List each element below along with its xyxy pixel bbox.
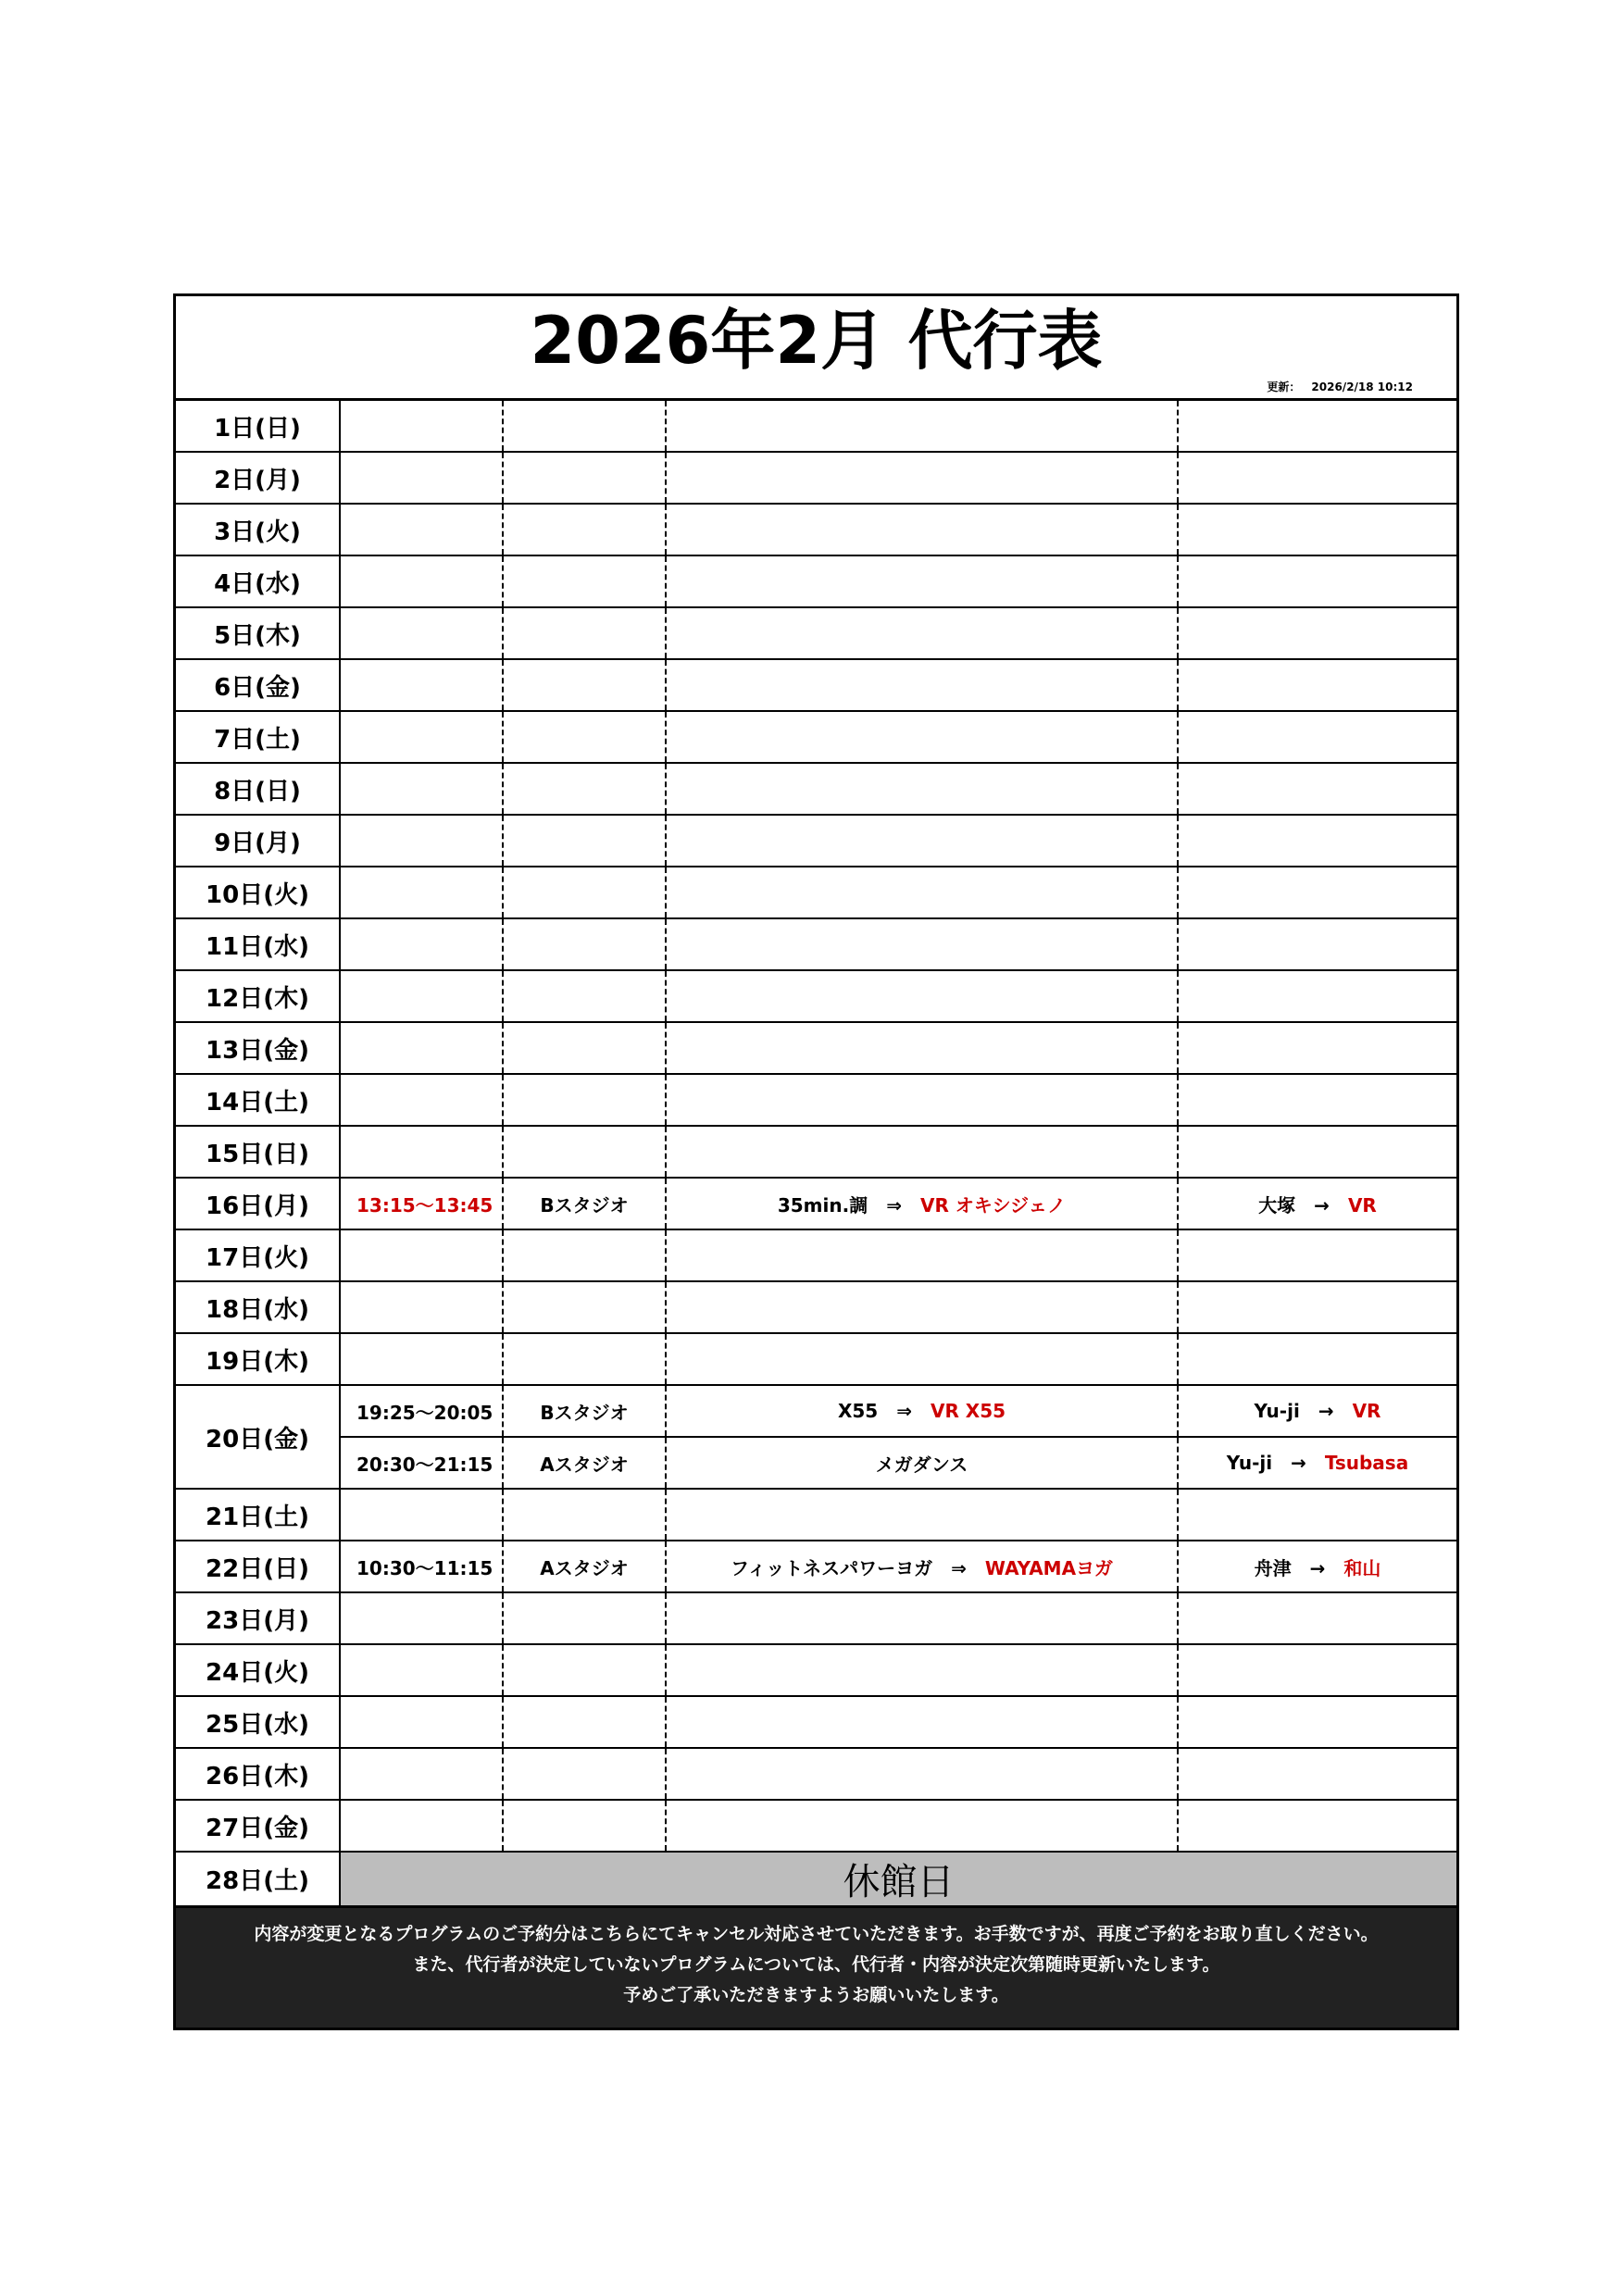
date-cell: 14日(土) <box>176 1074 340 1126</box>
instructor-cell <box>1178 1333 1456 1385</box>
studio-cell <box>503 1489 666 1541</box>
time-cell <box>340 1022 503 1074</box>
studio-cell <box>503 659 666 711</box>
program-cell <box>666 711 1178 763</box>
table-row <box>176 1489 1456 1541</box>
program-cell <box>666 1644 1178 1696</box>
instructor-cell <box>1178 1126 1456 1178</box>
studio-cell <box>503 918 666 970</box>
time-cell <box>340 867 503 918</box>
table-body <box>176 401 1456 1905</box>
updated-stamp <box>1267 379 1413 394</box>
table-row <box>176 1437 1456 1489</box>
time-cell <box>340 1126 503 1178</box>
instructor-to: 和山 <box>1343 1556 1381 1579</box>
date-cell: 27日(金) <box>176 1800 340 1852</box>
date-cell: 3日(火) <box>176 504 340 555</box>
program-from: X55 <box>837 1400 879 1422</box>
studio-cell <box>503 1126 666 1178</box>
instructor-cell <box>1178 1074 1456 1126</box>
updated-label: 更新： <box>1267 381 1301 393</box>
table-row <box>176 1178 1456 1229</box>
time-cell <box>340 1333 503 1385</box>
time-cell <box>340 555 503 607</box>
date-cell: 9日(月) <box>176 815 340 867</box>
studio-cell: Aスタジオ <box>503 1541 666 1592</box>
time-cell <box>340 1074 503 1126</box>
table-row <box>176 607 1456 659</box>
table-row <box>176 1333 1456 1385</box>
studio-cell <box>503 1229 666 1281</box>
studio-cell <box>503 1696 666 1748</box>
date-cell: 2日(月) <box>176 452 340 504</box>
time-cell <box>340 763 503 815</box>
instructor-cell <box>1178 452 1456 504</box>
studio-cell <box>503 607 666 659</box>
instructor-to: VR <box>1347 1193 1377 1217</box>
time-cell <box>340 607 503 659</box>
date-cell: 17日(火) <box>176 1229 340 1281</box>
table-row <box>176 1748 1456 1800</box>
instructor-cell <box>1178 918 1456 970</box>
date-cell: 13日(金) <box>176 1022 340 1074</box>
program-cell <box>666 1178 1178 1229</box>
program-cell <box>666 1281 1178 1333</box>
time-cell: 19:25～20:05 <box>340 1385 503 1437</box>
substitute-table <box>176 401 1456 1905</box>
studio-cell: Bスタジオ <box>503 1178 666 1229</box>
date-cell: 19日(木) <box>176 1333 340 1385</box>
program-from: フィットネスパワーヨガ <box>730 1556 933 1579</box>
table-row <box>176 1022 1456 1074</box>
table-row <box>176 504 1456 555</box>
instructor-cell <box>1178 867 1456 918</box>
updated-value: 2026/2/18 10:12 <box>1311 381 1413 393</box>
instructor-cell <box>1178 555 1456 607</box>
table-row <box>176 711 1456 763</box>
program-cell <box>666 1592 1178 1644</box>
program-cell <box>666 1333 1178 1385</box>
table-row <box>176 918 1456 970</box>
date-cell: 22日(日) <box>176 1541 340 1592</box>
program-cell <box>666 401 1178 452</box>
program-cell <box>666 1229 1178 1281</box>
table-row <box>176 1229 1456 1281</box>
instructor-cell <box>1178 504 1456 555</box>
date-cell: 12日(木) <box>176 970 340 1022</box>
time-cell <box>340 970 503 1022</box>
studio-cell <box>503 1748 666 1800</box>
program-cell: メガダンス <box>666 1437 1178 1489</box>
notice-line: 予めご了承いただきますようお願いいたします。 <box>623 1985 1009 2005</box>
date-cell: 5日(木) <box>176 607 340 659</box>
program-cell <box>666 970 1178 1022</box>
studio-cell <box>503 711 666 763</box>
instructor-cell <box>1178 1800 1456 1852</box>
program-cell <box>666 1022 1178 1074</box>
arrow-icon: → <box>1309 1556 1326 1579</box>
program-cell <box>666 607 1178 659</box>
studio-cell <box>503 867 666 918</box>
table-row <box>176 1644 1456 1696</box>
program-cell <box>666 1800 1178 1852</box>
program-cell <box>666 452 1178 504</box>
instructor-cell <box>1178 1748 1456 1800</box>
program-cell <box>666 1489 1178 1541</box>
program-to: WAYAMAヨガ <box>984 1556 1114 1579</box>
studio-cell <box>503 1592 666 1644</box>
date-cell: 16日(月) <box>176 1178 340 1229</box>
program-cell <box>666 659 1178 711</box>
program-cell <box>666 504 1178 555</box>
studio-cell: Aスタジオ <box>503 1437 666 1489</box>
time-cell <box>340 401 503 452</box>
time-cell <box>340 504 503 555</box>
time-cell <box>340 1696 503 1748</box>
time-cell <box>340 918 503 970</box>
date-cell: 11日(水) <box>176 918 340 970</box>
date-cell: 20日(金) <box>176 1385 340 1489</box>
studio-cell <box>503 970 666 1022</box>
time-cell: 10:30～11:15 <box>340 1541 503 1592</box>
date-cell: 7日(土) <box>176 711 340 763</box>
instructor-to: VR <box>1352 1400 1381 1422</box>
time-cell <box>340 711 503 763</box>
date-cell: 4日(水) <box>176 555 340 607</box>
time-cell <box>340 659 503 711</box>
studio-cell: Bスタジオ <box>503 1385 666 1437</box>
time-cell <box>340 1229 503 1281</box>
instructor-cell <box>1178 1696 1456 1748</box>
date-cell: 28日(土) <box>176 1852 340 1905</box>
date-cell: 24日(火) <box>176 1644 340 1696</box>
date-cell: 18日(水) <box>176 1281 340 1333</box>
arrow-icon: ⇒ <box>886 1193 902 1217</box>
date-cell: 26日(木) <box>176 1748 340 1800</box>
arrow-icon: → <box>1291 1452 1306 1474</box>
page-title: 2026年2月 代行表 <box>530 303 1103 379</box>
instructor-cell <box>1178 1489 1456 1541</box>
program-cell <box>666 1748 1178 1800</box>
table-row <box>176 1592 1456 1644</box>
time-cell <box>340 1592 503 1644</box>
date-cell: 1日(日) <box>176 401 340 452</box>
program-cell <box>666 1696 1178 1748</box>
instructor-from: Yu-ji <box>1226 1452 1273 1474</box>
studio-cell <box>503 1074 666 1126</box>
program-cell <box>666 763 1178 815</box>
table-row <box>176 970 1456 1022</box>
instructor-cell <box>1178 815 1456 867</box>
table-row <box>176 452 1456 504</box>
date-cell: 6日(金) <box>176 659 340 711</box>
studio-cell <box>503 763 666 815</box>
program-cell <box>666 1541 1178 1592</box>
instructor-cell <box>1178 1644 1456 1696</box>
instructor-cell <box>1178 1541 1456 1592</box>
schedule-sheet <box>173 293 1459 2030</box>
program-cell <box>666 918 1178 970</box>
table-row <box>176 1385 1456 1437</box>
closed-cell: 休館日 <box>340 1852 1456 1905</box>
program-to: VR オキシジェノ <box>919 1193 1067 1217</box>
program-to: VR X55 <box>930 1400 1006 1422</box>
instructor-cell <box>1178 1022 1456 1074</box>
arrow-icon: ⇒ <box>896 1400 912 1422</box>
time-cell <box>340 1644 503 1696</box>
program-cell <box>666 1385 1178 1437</box>
time-cell <box>340 815 503 867</box>
table-row <box>176 555 1456 607</box>
program-cell <box>666 1074 1178 1126</box>
time-cell <box>340 452 503 504</box>
instructor-cell <box>1178 1592 1456 1644</box>
instructor-cell <box>1178 763 1456 815</box>
notice-line: また、代行者が決定していないプログラムについては、代行者・内容が決定次第随時更新いたします。 <box>412 1954 1220 1975</box>
studio-cell <box>503 1800 666 1852</box>
instructor-cell <box>1178 1385 1456 1437</box>
instructor-cell <box>1178 401 1456 452</box>
notice-box <box>176 1905 1456 2028</box>
studio-cell <box>503 1281 666 1333</box>
table-row <box>176 1281 1456 1333</box>
table-row <box>176 1126 1456 1178</box>
table-row <box>176 1800 1456 1852</box>
time-cell <box>340 1800 503 1852</box>
instructor-from: 大塚 <box>1258 1193 1296 1217</box>
program-from: 35min.調 <box>777 1193 868 1217</box>
studio-cell <box>503 504 666 555</box>
program-cell <box>666 1126 1178 1178</box>
instructor-cell <box>1178 970 1456 1022</box>
arrow-icon: → <box>1314 1193 1330 1217</box>
instructor-cell <box>1178 659 1456 711</box>
instructor-cell <box>1178 607 1456 659</box>
table-row <box>176 1852 1456 1905</box>
time-cell <box>340 1748 503 1800</box>
arrow-icon: → <box>1318 1400 1334 1422</box>
date-cell: 8日(日) <box>176 763 340 815</box>
instructor-cell <box>1178 711 1456 763</box>
studio-cell <box>503 815 666 867</box>
table-row <box>176 1696 1456 1748</box>
studio-cell <box>503 1333 666 1385</box>
time-cell: 20:30～21:15 <box>340 1437 503 1489</box>
studio-cell <box>503 401 666 452</box>
date-cell: 15日(日) <box>176 1126 340 1178</box>
date-cell: 10日(火) <box>176 867 340 918</box>
instructor-cell <box>1178 1229 1456 1281</box>
date-cell: 23日(月) <box>176 1592 340 1644</box>
time-cell: 13:15～13:45 <box>340 1178 503 1229</box>
date-cell: 25日(水) <box>176 1696 340 1748</box>
table-row <box>176 1074 1456 1126</box>
studio-cell <box>503 1644 666 1696</box>
instructor-cell <box>1178 1178 1456 1229</box>
time-cell <box>340 1281 503 1333</box>
instructor-to: Tsubasa <box>1324 1452 1409 1474</box>
table-row <box>176 815 1456 867</box>
studio-cell <box>503 1022 666 1074</box>
table-row <box>176 763 1456 815</box>
studio-cell <box>503 452 666 504</box>
program-cell <box>666 867 1178 918</box>
notice-line: 内容が変更となるプログラムのご予約分はこちらにてキャンセル対応させていただきます。お手数ですが、再度ご予約をお取り直しください。 <box>254 1924 1379 1944</box>
program-cell <box>666 815 1178 867</box>
instructor-cell <box>1178 1437 1456 1489</box>
table-row <box>176 1541 1456 1592</box>
table-row <box>176 659 1456 711</box>
instructor-cell <box>1178 1281 1456 1333</box>
date-cell: 21日(土) <box>176 1489 340 1541</box>
instructor-from: 舟津 <box>1254 1556 1292 1579</box>
instructor-from: Yu-ji <box>1254 1400 1300 1422</box>
table-row <box>176 401 1456 452</box>
title-box <box>176 296 1456 401</box>
table-row <box>176 867 1456 918</box>
arrow-icon: ⇒ <box>951 1556 967 1579</box>
studio-cell <box>503 555 666 607</box>
time-cell <box>340 1489 503 1541</box>
program-cell <box>666 555 1178 607</box>
